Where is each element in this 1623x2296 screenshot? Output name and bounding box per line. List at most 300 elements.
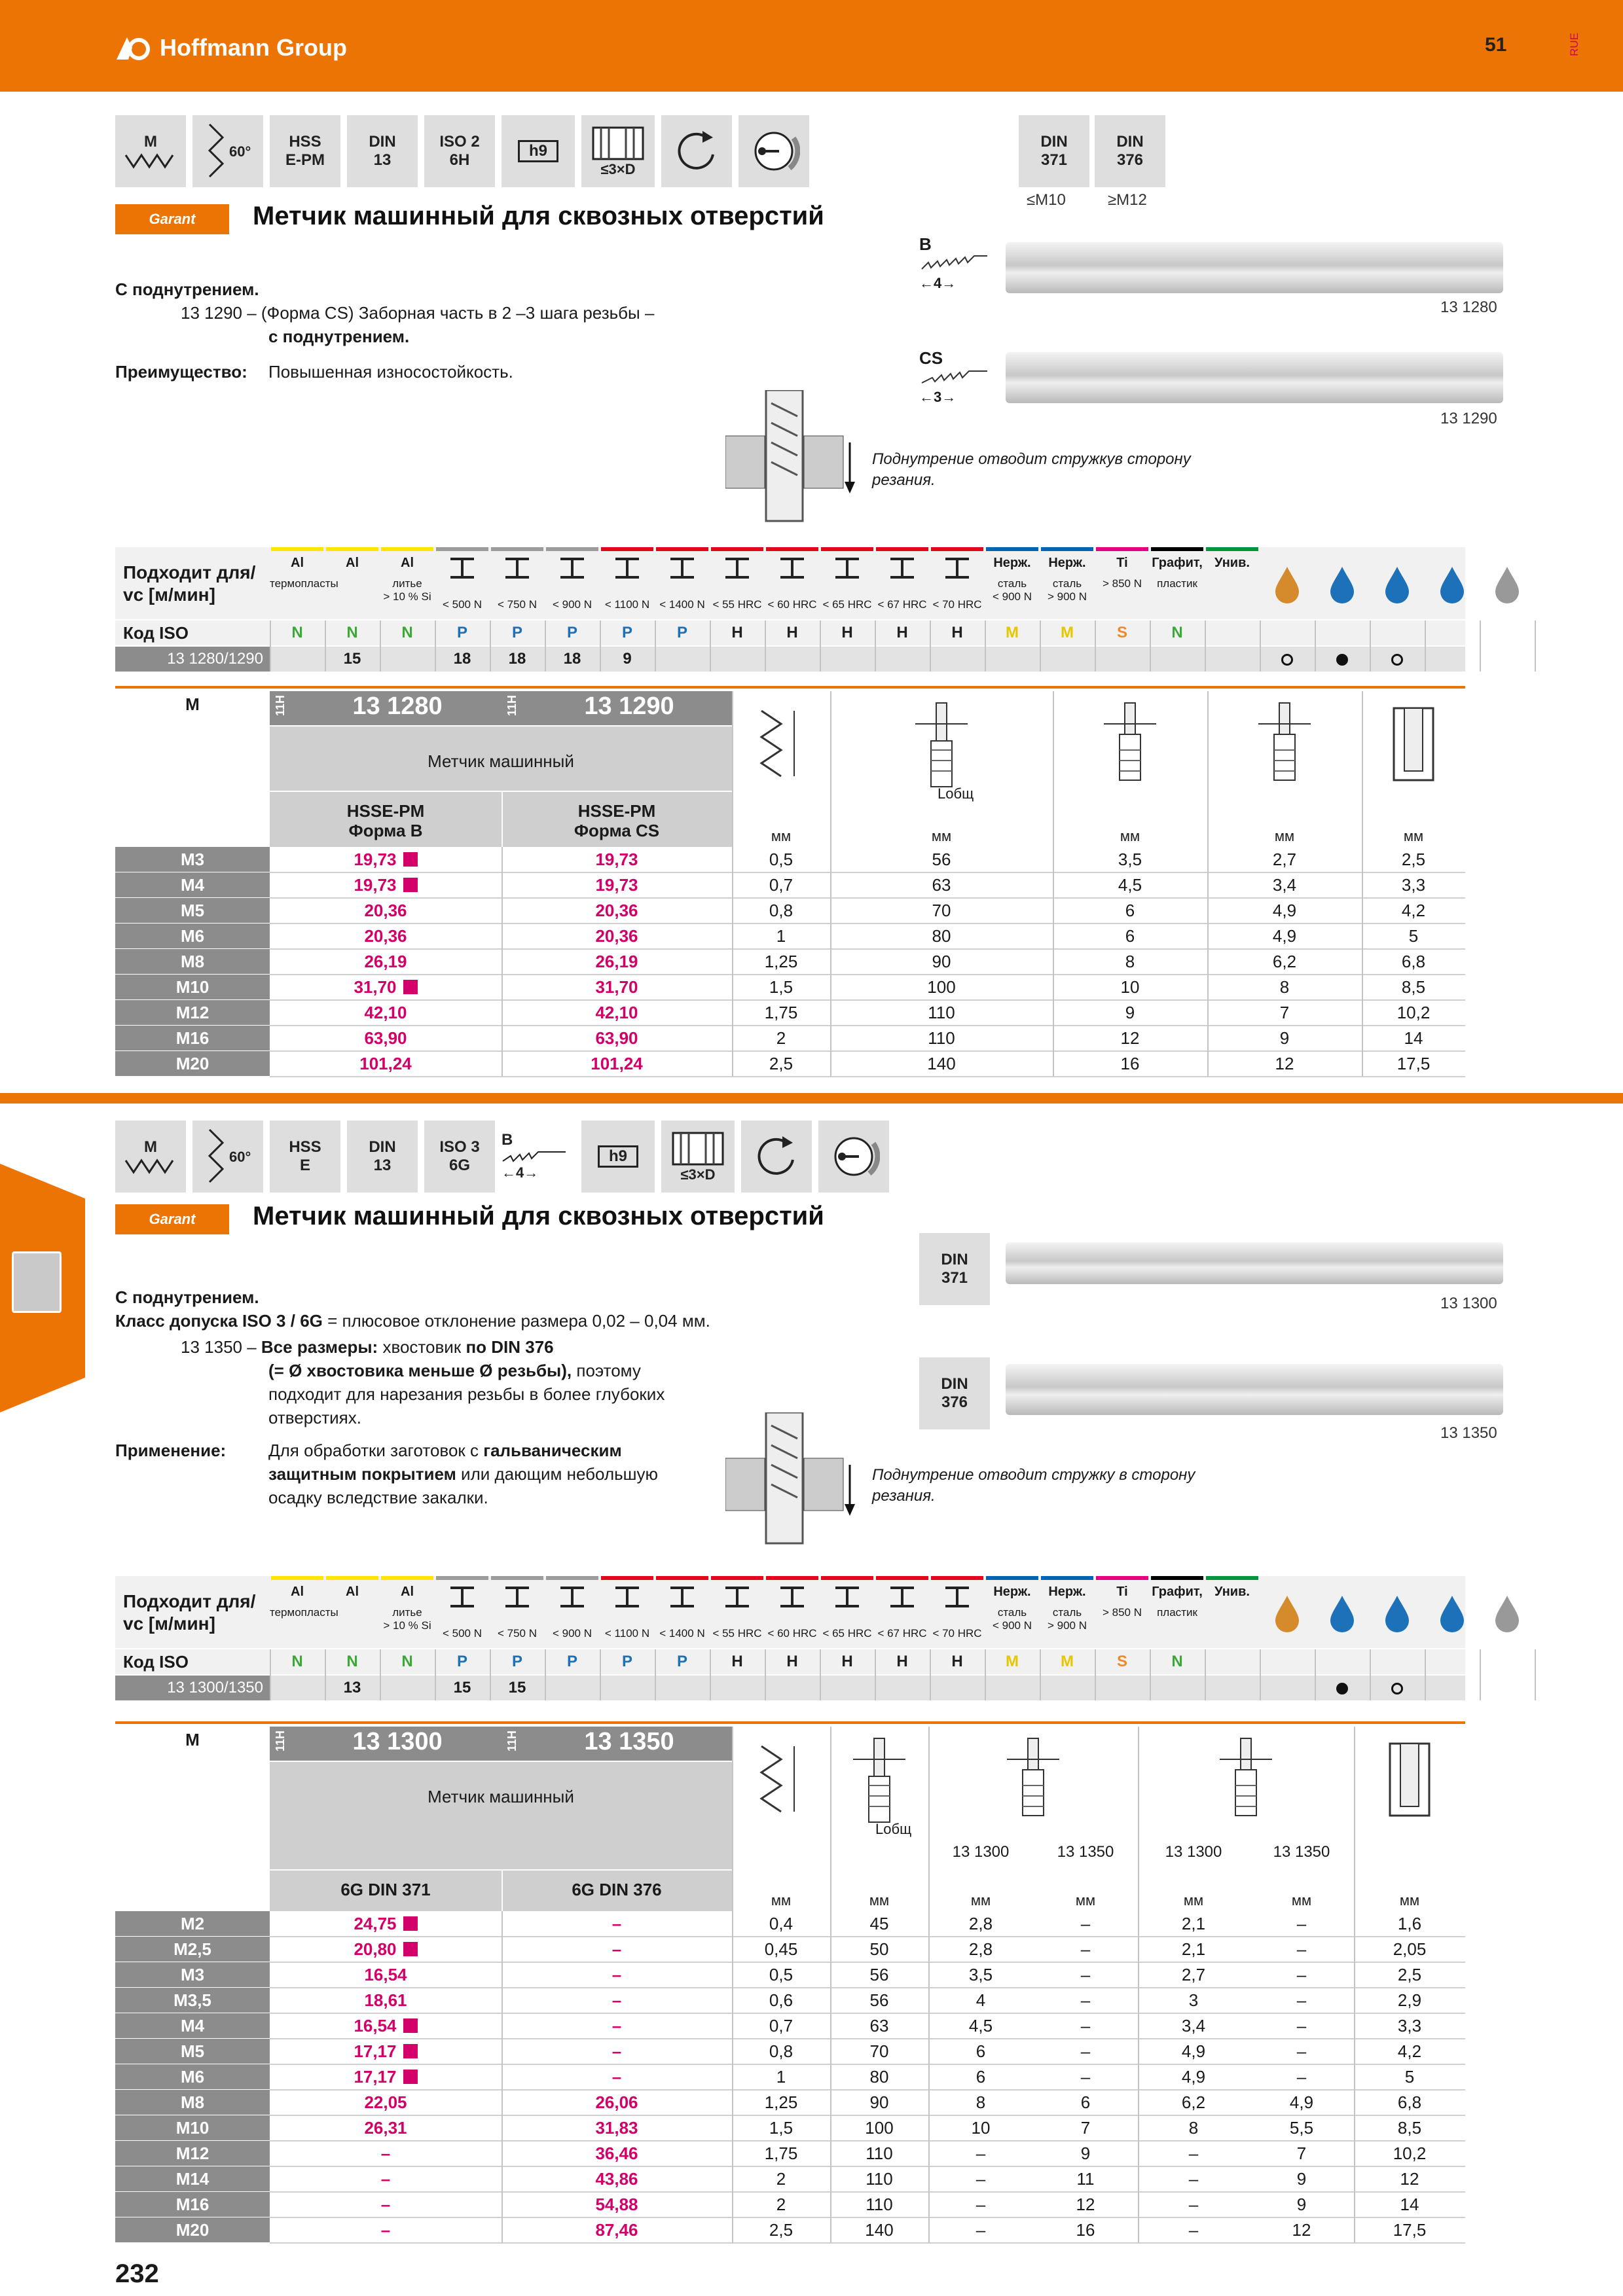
steel-beam-icon bbox=[448, 555, 477, 581]
iso-code: S bbox=[1116, 624, 1127, 641]
material-col-2 bbox=[380, 547, 435, 619]
iso-code: H bbox=[841, 1653, 853, 1670]
dim-value: 4,9 bbox=[1272, 901, 1297, 920]
variant-divider bbox=[501, 792, 503, 847]
vc-value bbox=[820, 1676, 875, 1700]
dim-value: 8 bbox=[1188, 2118, 1199, 2138]
dim-value: 2,5 bbox=[769, 2220, 793, 2240]
material-spec: < 55 HRC bbox=[712, 598, 762, 611]
dim-value: 90 bbox=[869, 2092, 889, 2112]
dim-value: 110 bbox=[928, 1028, 955, 1048]
col-divider bbox=[435, 620, 436, 672]
steel-beam-icon bbox=[943, 1584, 972, 1610]
price-b[interactable]: 20,36 bbox=[595, 926, 638, 946]
dim-value: 110 bbox=[866, 2144, 893, 2163]
col-divider bbox=[765, 1649, 766, 1700]
suitability-row-label: 13 1280/1290 bbox=[115, 647, 270, 672]
dim-value: 70 bbox=[869, 2041, 889, 2061]
col-divider bbox=[1425, 620, 1426, 672]
material-name: Al bbox=[401, 1585, 414, 1599]
price-a[interactable]: 42,10 bbox=[364, 1003, 407, 1022]
dim-value: 110 bbox=[866, 2169, 893, 2189]
material-col-12 bbox=[930, 1576, 985, 1648]
iso-code: P bbox=[621, 624, 632, 641]
vc-value bbox=[985, 647, 1040, 672]
section-divider bbox=[0, 1093, 1623, 1103]
dim-value: 2,5 bbox=[1401, 850, 1426, 869]
material-col-7 bbox=[655, 1576, 710, 1648]
iso-code: N bbox=[346, 624, 358, 641]
material-spec: < 750 N bbox=[497, 598, 537, 611]
suitability-row-label: 13 1300/1350 bbox=[115, 1676, 270, 1700]
material-color-bar bbox=[271, 547, 323, 551]
din-371-range: ≤M10 bbox=[1027, 191, 1066, 209]
iso-code: P bbox=[676, 624, 687, 641]
tap-code-13-1280: 13 1280 bbox=[1440, 298, 1497, 316]
tap-image-13-1290 bbox=[1006, 352, 1503, 403]
unit-label: мм bbox=[869, 1892, 890, 1909]
dim-value: 2,5 bbox=[769, 1054, 793, 1073]
dry-icon bbox=[1480, 547, 1535, 619]
price-a[interactable]: 24,75 bbox=[270, 1911, 501, 1937]
row-label: M6 bbox=[115, 2064, 270, 2089]
price-b[interactable]: 36,46 bbox=[595, 2144, 638, 2163]
dim-value: – bbox=[1080, 2067, 1091, 2087]
price-b[interactable]: 19,73 bbox=[595, 875, 638, 895]
col-divider bbox=[655, 620, 656, 672]
product-code-1[interactable]: 13 1290 bbox=[584, 692, 674, 720]
price-b[interactable]: 31,70 bbox=[595, 977, 638, 997]
tap-image-13-1350 bbox=[1006, 1364, 1503, 1415]
dim-value: 0,4 bbox=[769, 1914, 793, 1933]
dimension-diagram-0 bbox=[732, 698, 830, 802]
dim-value: 10 bbox=[1120, 977, 1140, 997]
material-color-bar bbox=[326, 1576, 378, 1580]
dim-value: 2 bbox=[776, 1028, 786, 1048]
form-b-diagram: B ←4→ bbox=[919, 234, 995, 300]
dim-value: 3,4 bbox=[1272, 875, 1297, 895]
material-color-bar bbox=[1206, 547, 1258, 551]
material-spec: литье > 10 % Si bbox=[383, 577, 431, 603]
material-spec: < 67 HRC bbox=[877, 598, 927, 611]
dim-value: 9 bbox=[1296, 2169, 1307, 2189]
iso-code: M bbox=[1006, 624, 1019, 641]
tap-image-13-1300 bbox=[1006, 1242, 1503, 1284]
material-color-bar bbox=[656, 547, 708, 551]
dim-value: 0,7 bbox=[769, 875, 793, 895]
coolant-suitability bbox=[1315, 1676, 1370, 1700]
col-divider bbox=[1095, 620, 1096, 672]
steel-beam-icon bbox=[723, 1584, 752, 1610]
price-a[interactable]: – bbox=[380, 2169, 391, 2189]
vc-value bbox=[765, 647, 820, 672]
col-divider bbox=[501, 1911, 503, 2243]
vc-label: vc [м/мин] bbox=[123, 584, 215, 605]
unit-label: мм bbox=[1075, 1892, 1096, 1909]
price-a[interactable]: 101,24 bbox=[359, 1054, 412, 1073]
col-divider bbox=[732, 1727, 733, 2243]
row-label: M8 bbox=[115, 949, 270, 974]
price-a[interactable]: 17,17 bbox=[270, 2039, 501, 2064]
dimension-diagram-3 bbox=[1138, 1733, 1354, 1838]
unit-label: мм bbox=[771, 828, 792, 844]
price-b[interactable]: 31,83 bbox=[595, 2118, 638, 2138]
spec-icon-0 bbox=[115, 1121, 186, 1193]
spec-icon-2 bbox=[270, 115, 340, 187]
iso-code: N bbox=[1171, 624, 1183, 641]
col-divider bbox=[830, 1727, 831, 2243]
dim-value: 9 bbox=[1125, 1003, 1135, 1022]
dim-value: – bbox=[1188, 2169, 1199, 2189]
price-a[interactable]: 20,36 bbox=[364, 901, 407, 920]
spec-icon-7 bbox=[661, 115, 732, 187]
iso-code: N bbox=[291, 1653, 303, 1670]
material-col-6 bbox=[600, 1576, 655, 1648]
price-a[interactable]: 16,54 bbox=[364, 1965, 407, 1984]
oil-drop-icon bbox=[1260, 547, 1315, 619]
dim-value: 17,5 bbox=[1393, 2220, 1427, 2240]
dim-value: 4 bbox=[976, 1990, 986, 2010]
dim-value: 8 bbox=[1125, 952, 1135, 971]
price-a[interactable]: 22,05 bbox=[364, 2092, 407, 2112]
steel-beam-icon bbox=[613, 555, 642, 581]
steel-beam-icon bbox=[723, 555, 752, 581]
material-col-6 bbox=[600, 547, 655, 619]
din-376-box: DIN 376 bbox=[1095, 115, 1165, 187]
price-b[interactable]: – bbox=[611, 1939, 622, 1959]
dim-value: 6 bbox=[976, 2041, 986, 2061]
material-spec: < 1400 N bbox=[659, 1627, 705, 1640]
desc2-app-label: Применение: bbox=[115, 1441, 227, 1460]
dim-value: 6,8 bbox=[1397, 2092, 1422, 2112]
iso-code: P bbox=[566, 1653, 577, 1670]
desc2-line1: С поднутрением. bbox=[115, 1287, 259, 1307]
material-spec: < 1400 N bbox=[659, 598, 705, 611]
thread-profile-label: M bbox=[144, 133, 157, 151]
row-label: M3,5 bbox=[115, 1988, 270, 2013]
material-spec: < 55 HRC bbox=[712, 1627, 762, 1640]
price-b[interactable]: 19,73 bbox=[595, 850, 638, 869]
spec-icon-4 bbox=[424, 1121, 495, 1193]
dim-value: – bbox=[1080, 1990, 1091, 2010]
thread-angle-label: 60° bbox=[229, 143, 251, 160]
product-code-1[interactable]: 13 1350 bbox=[584, 1728, 674, 1755]
dim-value: 4,5 bbox=[1118, 875, 1142, 895]
dim-value: 6,2 bbox=[1181, 2092, 1206, 2112]
material-col-4 bbox=[490, 547, 545, 619]
price-a[interactable]: 26,19 bbox=[364, 952, 407, 971]
col-divider bbox=[270, 620, 271, 672]
price-b[interactable]: 63,90 bbox=[595, 1028, 638, 1048]
price-b[interactable]: 26,06 bbox=[595, 2092, 638, 2112]
iso-code: P bbox=[456, 624, 467, 641]
dim-value: 4,2 bbox=[1397, 2041, 1422, 2061]
col-divider bbox=[1425, 1649, 1426, 1700]
price-a[interactable]: 20,36 bbox=[364, 926, 407, 946]
material-color-bar bbox=[986, 1576, 1038, 1580]
dim-value: 110 bbox=[866, 2195, 893, 2214]
steel-beam-icon bbox=[833, 555, 862, 581]
material-color-bar bbox=[1151, 1576, 1203, 1580]
row-label: M12 bbox=[115, 1000, 270, 1025]
material-spec: термопласты bbox=[270, 577, 338, 590]
price-a[interactable]: 63,90 bbox=[364, 1028, 407, 1048]
material-col-16 bbox=[1150, 547, 1205, 619]
vc-value: 15 bbox=[508, 1679, 526, 1696]
dim-value: 2 bbox=[776, 2195, 786, 2214]
chip-evacuation-diagram-2 bbox=[725, 1412, 856, 1560]
price-table-2 bbox=[115, 1721, 1465, 2240]
price-table-1 bbox=[115, 686, 1465, 1079]
product-code-0[interactable]: 13 1300 bbox=[352, 1728, 443, 1755]
iso-code: H bbox=[951, 624, 963, 641]
spec-icon-3 bbox=[347, 1121, 418, 1193]
material-name: Нерж. bbox=[1048, 1585, 1086, 1599]
vc-value bbox=[710, 1676, 765, 1700]
steel-beam-icon bbox=[888, 555, 917, 581]
depth-label: ≤3×D bbox=[680, 1166, 716, 1183]
col-divider bbox=[490, 1649, 491, 1700]
price-b[interactable]: 42,10 bbox=[595, 1003, 638, 1022]
dim-value: 16 bbox=[1120, 1054, 1140, 1073]
dim-value: 6 bbox=[1125, 926, 1135, 946]
price-b[interactable]: 54,88 bbox=[595, 2195, 638, 2214]
spray-icon bbox=[1370, 1576, 1425, 1648]
price-a[interactable]: 31,70 bbox=[270, 975, 501, 1000]
vc-values-row bbox=[115, 647, 1465, 672]
material-color-bar bbox=[986, 547, 1038, 551]
col-divider bbox=[1480, 620, 1481, 672]
spec-icon-6 bbox=[581, 1121, 655, 1193]
dim-value: 4,9 bbox=[1181, 2041, 1206, 2061]
dimension-diagram-3 bbox=[1207, 698, 1362, 802]
price-b[interactable]: 87,46 bbox=[595, 2220, 638, 2240]
price-a[interactable]: 20,80 bbox=[270, 1937, 501, 1962]
col-divider bbox=[1207, 691, 1209, 1077]
price-a[interactable]: 16,54 bbox=[270, 2013, 501, 2039]
col-divider bbox=[325, 620, 326, 672]
price-b[interactable]: 101,24 bbox=[591, 1054, 643, 1073]
steel-beam-icon bbox=[888, 1584, 917, 1610]
spec-icon-9 bbox=[818, 1121, 889, 1193]
brand-logo[interactable] bbox=[115, 34, 347, 62]
dim-value: 4,9 bbox=[1181, 2067, 1206, 2087]
dim-value: 3,5 bbox=[968, 1965, 993, 1984]
price-b[interactable]: 26,19 bbox=[595, 952, 638, 971]
dimension-diagram-4 bbox=[1354, 1733, 1465, 1838]
material-color-bar bbox=[821, 1576, 873, 1580]
dim-value: 0,5 bbox=[769, 1965, 793, 1984]
dim-value: 12 bbox=[1120, 1028, 1140, 1048]
unit-label: мм bbox=[1291, 1892, 1312, 1909]
price-b[interactable]: – bbox=[611, 2067, 622, 2087]
price-b[interactable]: – bbox=[611, 2016, 622, 2036]
dim-value: 10,2 bbox=[1393, 2144, 1427, 2163]
col-divider bbox=[765, 620, 766, 672]
unit-label: мм bbox=[771, 1892, 792, 1909]
dim-value: 45 bbox=[869, 1914, 889, 1933]
material-color-bar bbox=[546, 547, 598, 551]
vc-value bbox=[270, 1676, 325, 1700]
price-b[interactable]: 20,36 bbox=[595, 901, 638, 920]
material-col-10 bbox=[820, 1576, 875, 1648]
dim-value: – bbox=[1080, 2041, 1091, 2061]
spec-icon-text: DIN 13 bbox=[369, 1138, 396, 1174]
unit-label: мм bbox=[1399, 1892, 1420, 1909]
vc-value bbox=[820, 647, 875, 672]
material-name: Нерж. bbox=[993, 556, 1031, 570]
thread-profile-label: M bbox=[144, 1138, 157, 1156]
dim-value: 8,5 bbox=[1397, 2118, 1422, 2138]
unit-label: мм bbox=[1120, 828, 1140, 844]
dimension-diagram-2 bbox=[1053, 698, 1207, 802]
emulsion-drop-icon bbox=[1315, 547, 1370, 619]
steel-beam-icon bbox=[668, 555, 697, 581]
iso-code: H bbox=[731, 1653, 743, 1670]
dim-value: 12 bbox=[1292, 2220, 1311, 2240]
price-a[interactable]: 18,61 bbox=[364, 1990, 407, 2010]
dim-value: – bbox=[1296, 1990, 1307, 2010]
col-divider bbox=[501, 847, 503, 1077]
dim-value: 140 bbox=[927, 1054, 956, 1073]
steel-beam-icon bbox=[613, 1584, 642, 1610]
din-371-box: DIN 371 bbox=[1019, 115, 1089, 187]
dim-value: 9 bbox=[1080, 2144, 1091, 2163]
stock-marker bbox=[403, 980, 418, 994]
price-a[interactable]: – bbox=[380, 2144, 391, 2163]
iso-code: P bbox=[511, 1653, 522, 1670]
stock-marker bbox=[403, 852, 418, 867]
dim-value: 2 bbox=[776, 2169, 786, 2189]
price-a[interactable]: – bbox=[380, 2195, 391, 2214]
dim-value: – bbox=[976, 2220, 986, 2240]
col-divider bbox=[820, 1649, 821, 1700]
desc2-line4: (= Ø хвостовика меньше Ø резьбы), поэтому bbox=[268, 1361, 641, 1380]
col-divider bbox=[928, 1727, 930, 2243]
brand-name: Hoffmann Group bbox=[160, 34, 347, 61]
dim-value: 56 bbox=[869, 1965, 889, 1984]
dim-value: 2,05 bbox=[1393, 1939, 1427, 1959]
iso-code: H bbox=[951, 1653, 963, 1670]
desc2-line5: подходит для нарезания резьбы в более глубоких bbox=[268, 1384, 665, 1404]
dim-value: 2,8 bbox=[968, 1939, 993, 1959]
rotation-direction-icon bbox=[674, 128, 720, 174]
vc-value bbox=[1150, 1676, 1205, 1700]
col-divider bbox=[1150, 620, 1151, 672]
col-divider bbox=[655, 1649, 656, 1700]
material-name: Ti bbox=[1116, 556, 1128, 570]
col-divider bbox=[1535, 1649, 1536, 1700]
price-a[interactable]: – bbox=[380, 2220, 391, 2240]
steel-beam-icon bbox=[558, 555, 587, 581]
col-divider bbox=[1315, 620, 1316, 672]
price-a[interactable]: 17,17 bbox=[270, 2064, 501, 2090]
vc-value: 15 bbox=[343, 650, 361, 668]
stock-marker bbox=[403, 878, 418, 892]
col-divider bbox=[830, 691, 831, 1077]
stock-marker bbox=[403, 2070, 418, 2084]
price-b[interactable]: 43,86 bbox=[595, 2169, 638, 2189]
price-a[interactable]: 26,31 bbox=[364, 2118, 407, 2138]
dim-value: 6,8 bbox=[1401, 952, 1426, 971]
dim-value: 8 bbox=[1279, 977, 1290, 997]
col-divider bbox=[985, 620, 986, 672]
language-tag: RUE bbox=[1568, 33, 1580, 56]
col-divider bbox=[1370, 1649, 1371, 1700]
material-spec: > 850 N bbox=[1102, 1606, 1142, 1619]
row-label: M2,5 bbox=[115, 1937, 270, 1962]
mql-icon bbox=[1425, 547, 1480, 619]
material-col-11 bbox=[875, 547, 930, 619]
dim-value: 63 bbox=[932, 875, 951, 895]
material-spec: < 60 HRC bbox=[767, 598, 817, 611]
material-col-17 bbox=[1205, 547, 1260, 619]
tolerance-label: 11H bbox=[505, 695, 519, 717]
material-col-15 bbox=[1095, 547, 1150, 619]
dim-value: – bbox=[1188, 2144, 1199, 2163]
dim-value: – bbox=[1296, 2016, 1307, 2036]
length-label: Lобщ bbox=[938, 785, 974, 802]
dim-value: – bbox=[1080, 1939, 1091, 1959]
price-a[interactable]: 19,73 bbox=[270, 872, 501, 898]
material-color-bar bbox=[491, 547, 543, 551]
coolant-suitability bbox=[1425, 1676, 1480, 1700]
vc-value bbox=[1040, 1676, 1095, 1700]
stock-marker bbox=[403, 2044, 418, 2058]
iso-code: N bbox=[401, 1653, 413, 1670]
iso-code: P bbox=[511, 624, 522, 641]
coolant-suitability bbox=[1260, 647, 1315, 672]
material-col-5 bbox=[545, 1576, 600, 1648]
material-name: Нерж. bbox=[1048, 556, 1086, 570]
row-label: M8 bbox=[115, 2090, 270, 2115]
price-b[interactable]: – bbox=[611, 1990, 622, 2010]
dim-value: – bbox=[1080, 2016, 1091, 2036]
din-376-range: ≥M12 bbox=[1108, 191, 1147, 209]
desc1-adv-text: Повышенная износостойкость. bbox=[268, 362, 513, 382]
tap-chapter-icon[interactable] bbox=[12, 1251, 62, 1313]
price-b[interactable]: – bbox=[611, 1965, 622, 1984]
variant-divider-line bbox=[270, 1869, 732, 1871]
dim-value: 8 bbox=[976, 2092, 986, 2112]
price-a[interactable]: 19,73 bbox=[270, 847, 501, 872]
product-code-0[interactable]: 13 1280 bbox=[352, 692, 443, 720]
row-label: M20 bbox=[115, 1051, 270, 1076]
price-b[interactable]: – bbox=[611, 1914, 622, 1933]
col-divider bbox=[930, 1649, 931, 1700]
dim-value: 5,5 bbox=[1289, 2118, 1314, 2138]
row-label: M3 bbox=[115, 847, 270, 872]
material-spec: сталь > 900 N bbox=[1047, 577, 1087, 603]
col-divider bbox=[930, 620, 931, 672]
material-color-bar bbox=[711, 1576, 763, 1580]
col-divider bbox=[325, 1649, 326, 1700]
dim-value: 6 bbox=[976, 2067, 986, 2087]
material-color-bar bbox=[436, 1576, 488, 1580]
dim-value: 17,5 bbox=[1396, 1054, 1431, 1073]
steel-beam-icon bbox=[448, 1584, 477, 1610]
vc-value bbox=[930, 647, 985, 672]
material-col-0 bbox=[270, 1576, 338, 1648]
dim-value: 9 bbox=[1279, 1028, 1290, 1048]
price-b[interactable]: – bbox=[611, 2041, 622, 2061]
dim-value: 56 bbox=[932, 850, 951, 869]
dim-value: 56 bbox=[869, 1990, 889, 2010]
dim-value: 3,3 bbox=[1401, 875, 1426, 895]
vc-value bbox=[1150, 647, 1205, 672]
steel-beam-icon bbox=[558, 1584, 587, 1610]
dim-value: 8,5 bbox=[1401, 977, 1426, 997]
